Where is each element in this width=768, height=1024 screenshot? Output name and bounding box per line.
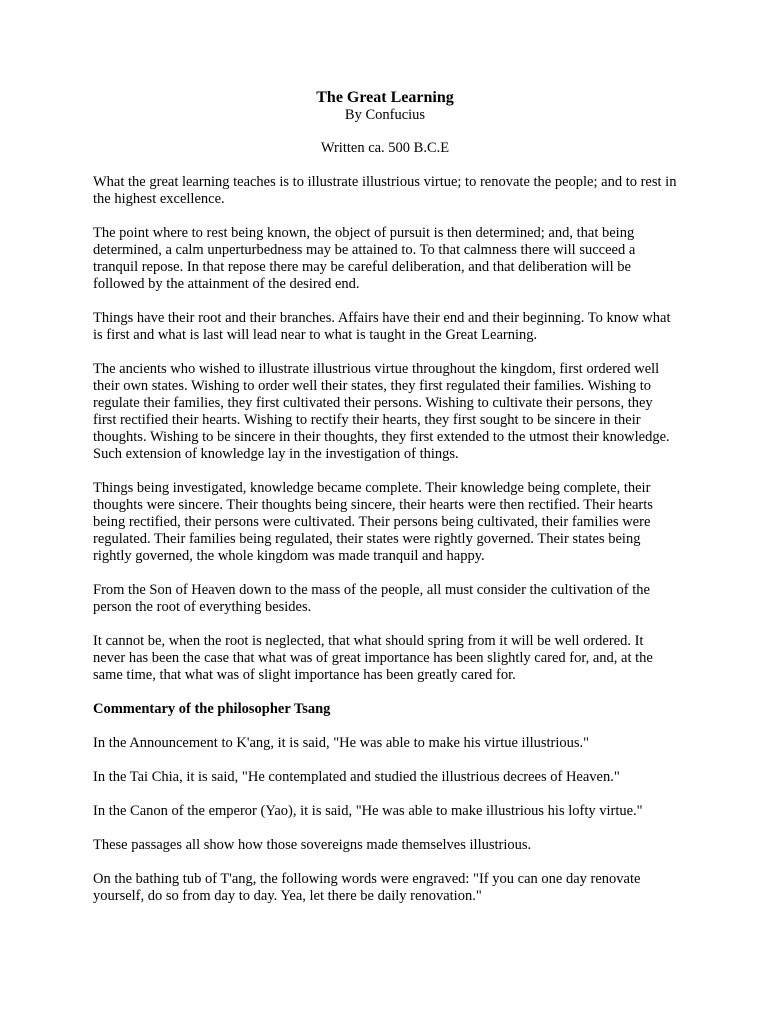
paragraph: In the Announcement to K'ang, it is said, "He was able to make his virtue illustrious." <box>93 735 590 751</box>
document-date: Written ca. 500 B.C.E <box>320 140 450 156</box>
paragraph: Things have their root and their branches. Affairs have their end and their beginning. To know what is first and what is last will lead near to what is taught in the Great Learning. <box>93 310 671 343</box>
paragraph: Things being investigated, knowledge became complete. Their knowledge being complete, their thoughts were sincere. Their thoughts being sincere, their hearts were then rectified. Their hearts being rectified, their persons were cultivated. Their persons being cultivated, their families were regulated. Their families being regulated, their states were rightly governed. Their states being rightly governed, the whole kingdom was made tranquil and happy. <box>93 480 653 564</box>
document-page <box>93 88 677 922</box>
paragraph: It cannot be, when the root is neglected, that what should spring from it will be well ordered. It never has been the case that what was of great importance has been slightly cared for, and, at the same time, that what was of slight importance has been greatly cared for. <box>93 633 653 683</box>
section-heading: Commentary of the philosopher Tsang <box>93 701 331 717</box>
document-author: By Confucius <box>344 107 426 123</box>
paragraph: The ancients who wished to illustrate illustrious virtue throughout the kingdom, first ordered well their own states. Wishing to order well their states, they first regulated their families. Wishing to regulate their families, they first cultivated their persons. Wishing to cultivate their persons, they first rectified their hearts. Wishing to rectify their hearts, they first sought to be sincere in their thoughts. Wishing to be sincere in their thoughts, they first extended to the utmost their knowledge. Such extension of knowledge lay in the investigation of things. <box>93 361 670 462</box>
paragraph: These passages all show how those sovereigns made themselves illustrious. <box>93 837 532 853</box>
paragraph: From the Son of Heaven down to the mass of the people, all must consider the cultivation of the person the root of everything besides. <box>93 582 650 615</box>
document-title: The Great Learning <box>316 89 454 106</box>
paragraph: In the Tai Chia, it is said, "He contemplated and studied the illustrious decrees of Heaven." <box>93 769 620 785</box>
paragraph: What the great learning teaches is to illustrate illustrious virtue; to renovate the people; and to rest in the highest excellence. <box>93 174 677 207</box>
paragraph: The point where to rest being known, the object of pursuit is then determined; and, that being determined, a calm unperturbedness may be attained to. To that calmness there will succeed a tranquil repose. In that repose there may be careful deliberation, and that deliberation will be followed by the attainment of the desired end. <box>93 225 636 292</box>
paragraph: On the bathing tub of T'ang, the following words were engraved: "If you can one day renovate yourself, do so from day to day. Yea, let there be daily renovation." <box>93 871 641 904</box>
paragraph: In the Canon of the emperor (Yao), it is said, "He was able to make illustrious his lofty virtue." <box>93 803 643 819</box>
